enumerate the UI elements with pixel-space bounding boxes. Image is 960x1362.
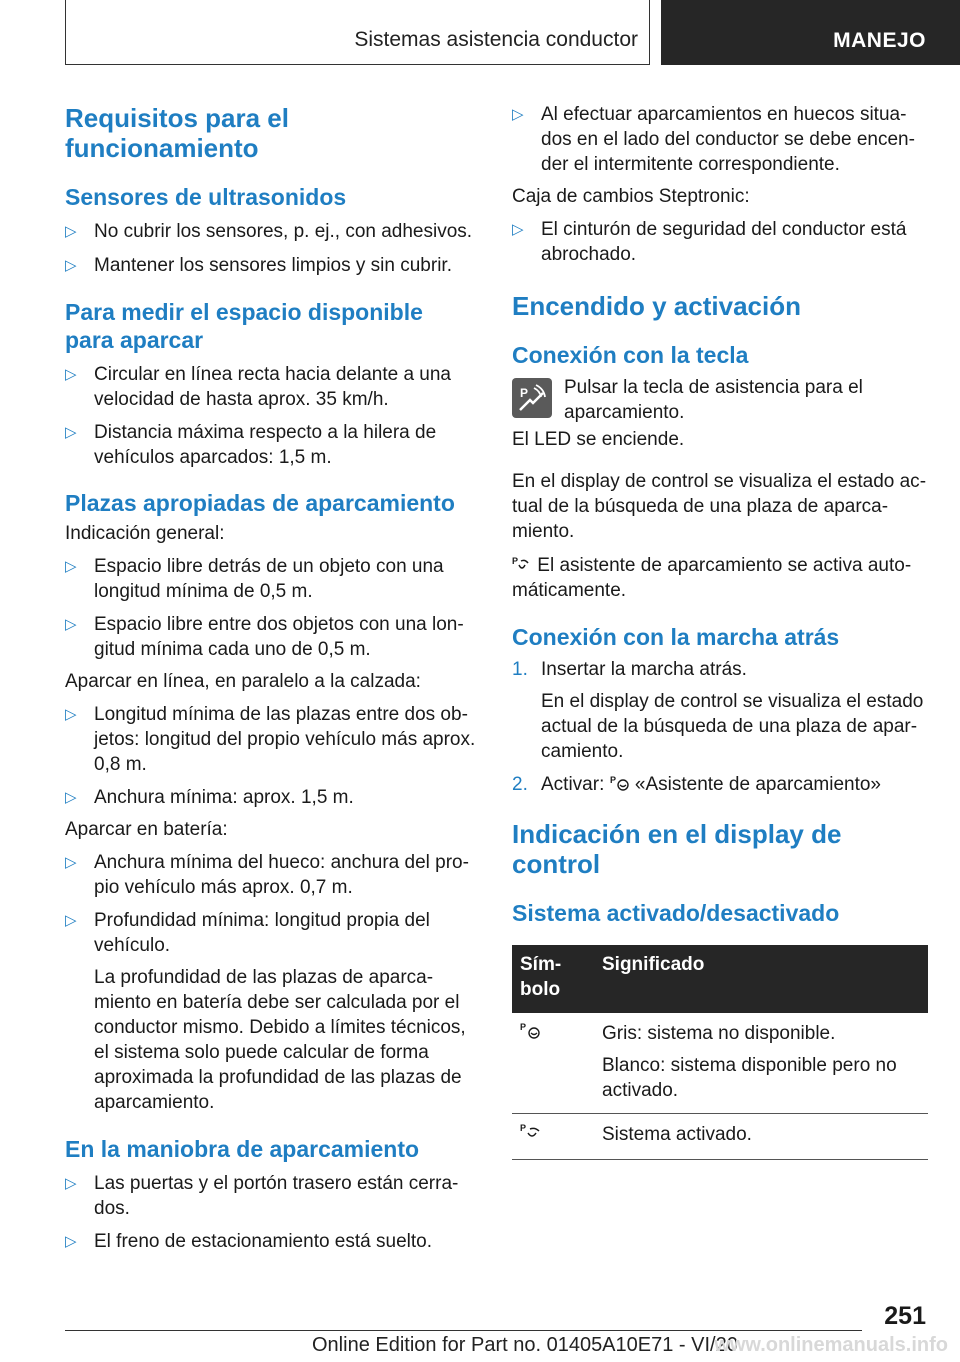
list-item: ▷ El freno de estacionamiento está suelto. — [65, 1231, 432, 1252]
heading-ultrasonic: Sensores de ultrasonidos — [65, 184, 347, 210]
bullet-triangle-icon: ▷ — [65, 1175, 77, 1192]
heading-suitable-spots: Plazas apropiadas de aparcamiento — [65, 490, 455, 516]
page-number: 251 — [884, 1302, 926, 1330]
bullet-triangle-icon: ▷ — [65, 854, 77, 871]
step-2: 2. Activar: P «Asistente de aparcamiento» — [512, 774, 882, 795]
step-1: 1. Insertar la marcha atrás. — [512, 659, 747, 680]
bullet-triangle-icon: ▷ — [65, 912, 77, 929]
list-item: ▷ Las puertas y el portón trasero están cerrados. — [65, 1173, 459, 1219]
table-cell-symbol — [512, 1013, 594, 1114]
table-cell-meaning: Gris: sistema no disponible. Blanco: sistema disponible pero no activado. — [594, 1013, 928, 1114]
bullet-triangle-icon: ▷ — [512, 106, 524, 123]
battery-label: Aparcar en batería: — [65, 819, 228, 840]
left-column — [65, 102, 477, 1254]
step-1-note: En el display de control se visualiza el estado actual de la búsqueda de una plaza de aparcamiento. — [541, 691, 924, 762]
heading-maneuver: En la maniobra de aparcamiento — [65, 1136, 420, 1162]
steptronic-label: Caja de cambios Steptronic: — [512, 186, 750, 207]
list-item: ▷ Distancia máxima respecto a la hilera de vehículos aparcados: 1,5 m. — [65, 422, 437, 468]
bullet-triangle-icon: ▷ — [65, 257, 77, 274]
table-header-row — [512, 945, 928, 1013]
list-item: ▷ Anchura mínima: aprox. 1,5 m. — [65, 787, 354, 808]
heading-reverse-activation: Conexión con la marcha atrás — [512, 624, 840, 650]
list-item: ▷ El cinturón de seguridad del conductor está abrochado. — [512, 219, 907, 265]
table-header-symbol: Símbolo — [512, 945, 594, 1013]
list-item: ▷ Mantener los sensores limpios y sin cubrir. — [65, 255, 452, 276]
parking-assist-active-icon — [520, 1122, 542, 1142]
footer-watermark-url[interactable]: www.onlinemanuals.info — [714, 1334, 948, 1356]
footer-edition: Online Edition for Part no. 01405A10E71 - VI/20 — [312, 1334, 738, 1356]
parking-assist-gray-icon — [520, 1021, 542, 1041]
svg-text:P: P — [520, 1123, 527, 1133]
header-chapter-tab[interactable] — [661, 0, 960, 65]
heading-measure-space: Para medir el espacio disponible para aparcar — [65, 299, 423, 353]
svg-text:P: P — [512, 556, 519, 566]
list-item: ▷ Al efectuar aparcamientos en huecos situados en el lado del conductor se debe encender el intermitente correspondiente. — [512, 104, 915, 175]
header-chapter-label: MANEJO — [833, 29, 926, 52]
list-item: ▷ Longitud mínima de las plazas entre dos objetos: longitud del propio vehículo más aprox. 0,8 m. — [65, 704, 476, 775]
bullet-triangle-icon: ▷ — [65, 366, 77, 383]
parking-assist-icon — [512, 555, 532, 573]
title-activation: Encendido y activación — [512, 291, 801, 321]
list-item: ▷ Anchura mínima del hueco: anchura del propio vehículo más aprox. 0,7 m. — [65, 852, 469, 898]
button-instruction — [512, 375, 928, 425]
bullet-triangle-icon: ▷ — [512, 221, 524, 238]
bullet-triangle-icon: ▷ — [65, 616, 77, 633]
table-cell-symbol — [512, 1114, 594, 1160]
svg-text:P: P — [520, 386, 529, 400]
footer-divider — [65, 1330, 862, 1331]
led-text: El LED se enciende. — [512, 429, 685, 450]
table-row — [512, 1013, 928, 1114]
parking-assist-button-icon — [512, 378, 552, 418]
bullet-triangle-icon: ▷ — [65, 424, 77, 441]
symbol-table — [512, 945, 928, 1160]
bullet-triangle-icon: ▷ — [65, 223, 77, 240]
table-cell-meaning: Sistema activado. — [594, 1114, 928, 1160]
table-row — [512, 1114, 928, 1160]
list-item: ▷ Profundidad mínima: longitud propia del vehículo. — [65, 910, 430, 956]
parking-assist-icon — [610, 774, 630, 792]
title-requirements: Requisitos para el funcionamiento — [65, 103, 289, 163]
bullet-triangle-icon: ▷ — [65, 789, 77, 806]
button-text: Pulsar la tecla de asistencia para el aparcamiento. — [564, 377, 863, 423]
parallel-label: Aparcar en línea, en paralelo a la calzada: — [65, 671, 421, 692]
title-display: Indicación en el display de control — [512, 819, 842, 879]
bullet-triangle-icon: ▷ — [65, 706, 77, 723]
display-text: En el display de control se visualiza el estado actual de la búsqueda de una plaza de aparcamiento. — [512, 471, 927, 542]
auto-text: P El asistente de aparcamiento se activa automáticamente. — [512, 555, 912, 601]
list-item: ▷ No cubrir los sensores, p. ej., con adhesivos. — [65, 221, 473, 242]
svg-text:P: P — [520, 1022, 527, 1032]
svg-text:P: P — [609, 775, 616, 785]
general-label: Indicación general: — [65, 523, 225, 544]
battery-note: La profundidad de las plazas de aparcamiento en batería debe ser calculada por el conductor mismo. Debido a límites técnicos, el sistema solo puede calcular de forma aproximada la profundidad de las plazas de aparcamiento. — [94, 967, 466, 1113]
bullet-triangle-icon: ▷ — [65, 1233, 77, 1250]
heading-button-activation: Conexión con la tecla — [512, 342, 749, 368]
heading-system-status: Sistema activado/desactivado — [512, 900, 840, 926]
list-item: ▷ Espacio libre entre dos objetos con una longitud mínima cada uno de 0,5 m. — [65, 614, 464, 660]
list-item: ▷ Circular en línea recta hacia delante a una velocidad de hasta aprox. 35 km/h. — [65, 364, 452, 410]
table-header-meaning: Significado — [594, 945, 928, 1013]
right-column — [512, 102, 928, 1160]
header-section-title: Sistemas asistencia conductor — [354, 28, 638, 51]
list-item: ▷ Espacio libre detrás de un objeto con una longitud mínima de 0,5 m. — [65, 556, 444, 602]
bullet-triangle-icon: ▷ — [65, 558, 77, 575]
